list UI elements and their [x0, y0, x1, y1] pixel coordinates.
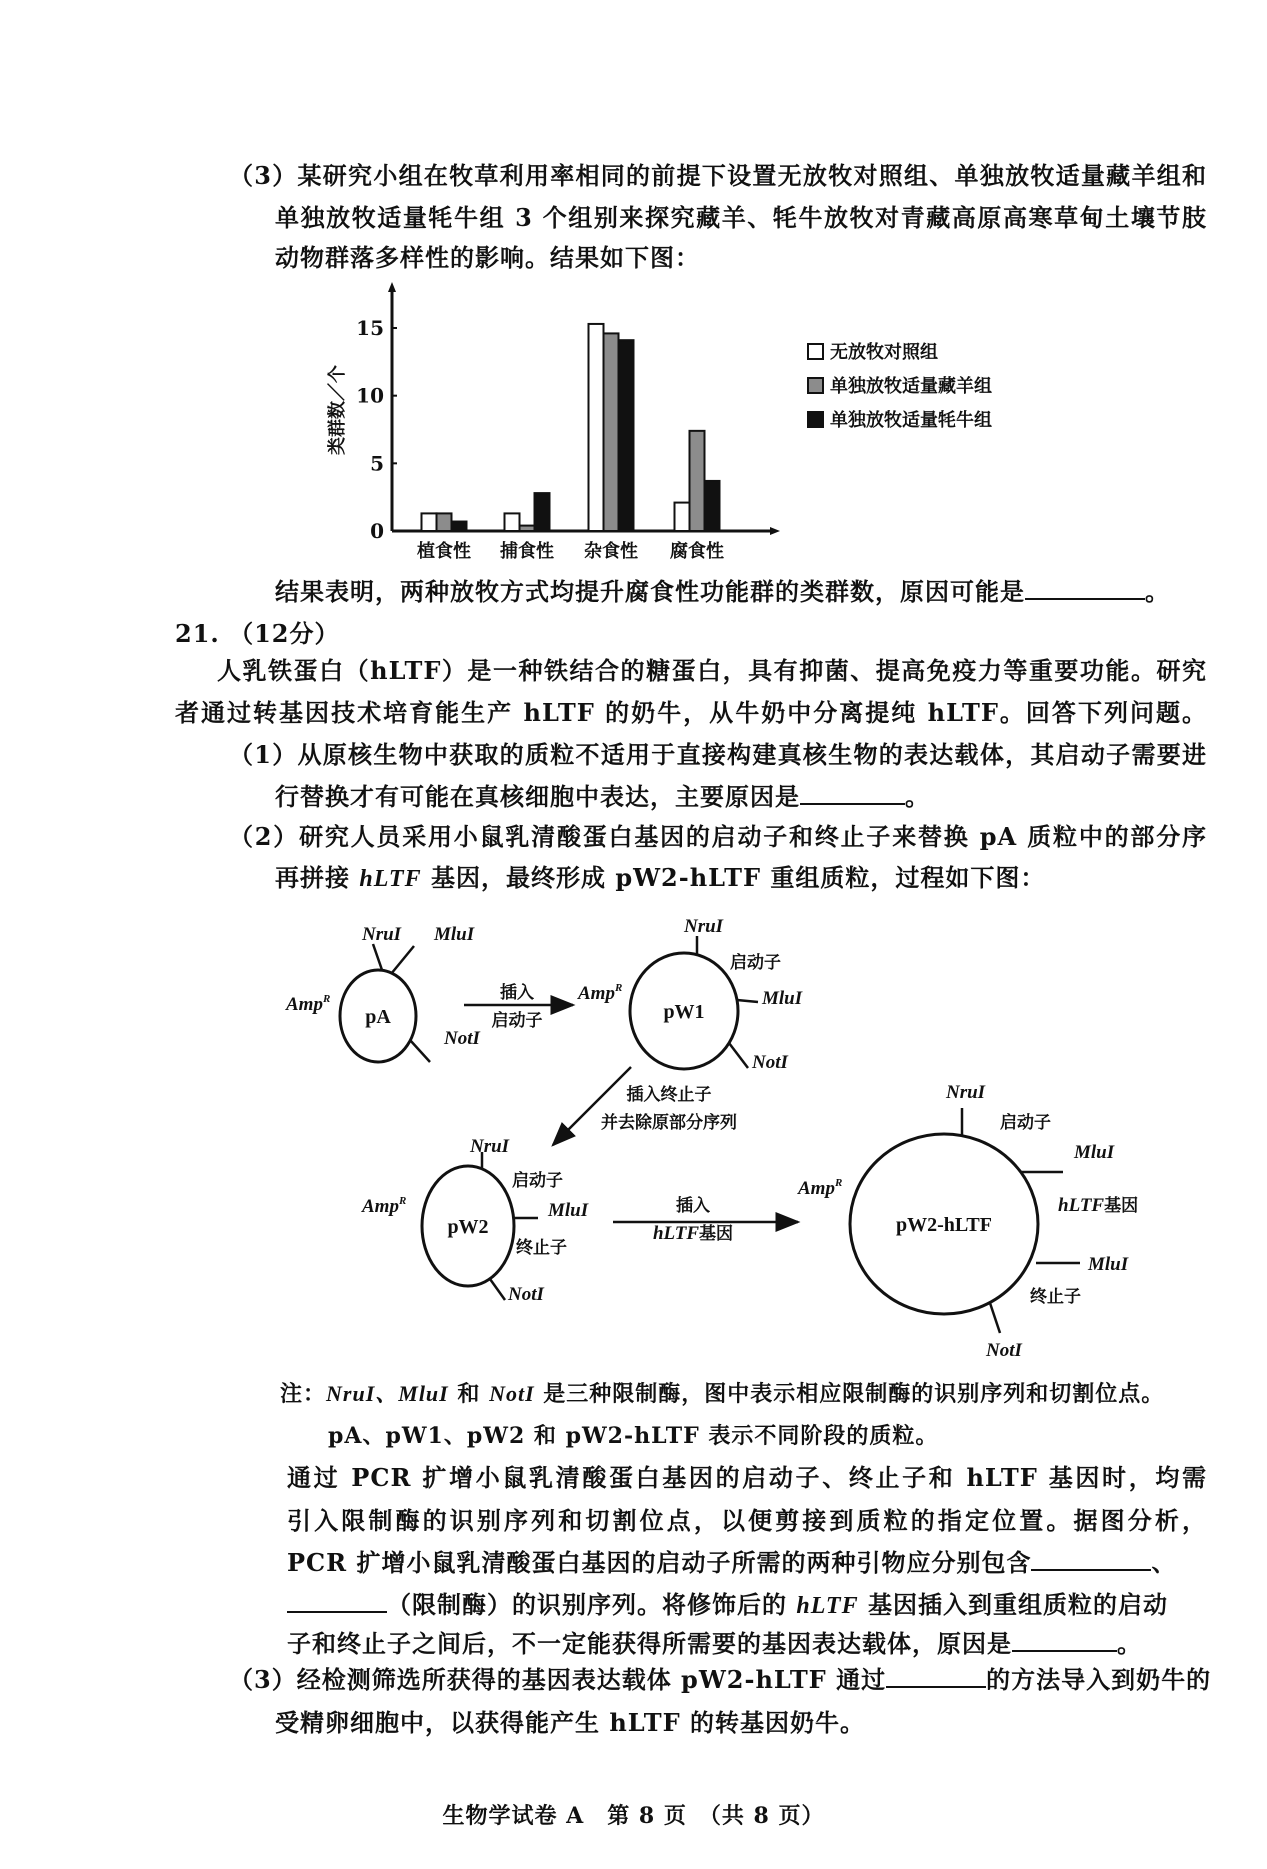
text: PCR 扩增小鼠乳清酸蛋白基因的启动子所需的两种引物应分别包含 [287, 1548, 1032, 1577]
text: 是三种限制酶，图中表示相应限制酶的识别序列和切割位点。 [534, 1381, 1165, 1407]
legend-label-2: 单独放牧适量牦牛组 [830, 410, 992, 431]
text: 和 [448, 1381, 490, 1407]
site-noti: NotI [752, 1052, 788, 1073]
ampr-label [797, 1177, 842, 1199]
arrow2-bottom: 并去除原部分序列 [601, 1113, 737, 1133]
amp-sup: R [398, 1195, 407, 1207]
legend-label-0: 无放牧对照组 [830, 342, 938, 363]
text: 再拼接 [275, 863, 360, 892]
y-tick-label: 0 [370, 519, 384, 543]
q21-1-line1: （1）从原核生物中获取的质粒不适用于直接构建真核生物的表达载体，其启动子需要进 [229, 740, 1207, 769]
site-mlui: MluI [434, 924, 475, 945]
amp: Amp [362, 1196, 399, 1217]
amp: Amp [286, 994, 323, 1015]
ampr-label [285, 993, 330, 1015]
amp: Amp [798, 1178, 835, 1199]
pW2-label: pW2 [447, 1216, 489, 1238]
answer-blank[interactable] [1031, 1549, 1151, 1571]
x-tick-label: 杂食性 [584, 541, 638, 562]
q21-intro-1: 人乳铁蛋白（hLTF）是一种铁结合的糖蛋白，具有抑菌、提高免疫力等重要功能。研究 [217, 656, 1207, 685]
gene: hLTF [1058, 1195, 1105, 1216]
site-nrui: NruI [362, 924, 402, 945]
site-noti: NotI [508, 1284, 544, 1305]
ampr-label [361, 1195, 406, 1217]
x-tick-label: 植食性 [417, 541, 471, 562]
y-tick-label: 15 [356, 316, 384, 340]
q21-3-line2: 受精卵细胞中，以获得能产生 hLTF 的转基因奶牛。 [275, 1708, 865, 1737]
site-noti: NotI [444, 1028, 480, 1049]
q21-3-line1 [229, 1665, 1211, 1695]
enzyme-name: NotI [489, 1381, 535, 1406]
answer-blank[interactable] [886, 1666, 986, 1688]
note-line-2: pA、pW1、pW2 和 pW2-hLTF 表示不同阶段的质粒。 [328, 1423, 939, 1449]
pW1-label: pW1 [663, 1001, 705, 1023]
x-tick-label: 腐食性 [670, 541, 724, 562]
text: 。 [1117, 1629, 1142, 1658]
arrow3-top: 插入 [676, 1196, 710, 1216]
text: 子和终止子之间后，不一定能获得所需要的基因表达载体，原因是 [287, 1629, 1012, 1658]
text: （3）经检测筛选所获得的基因表达载体 pW2-hLTF 通过 [229, 1665, 887, 1694]
q20-3-line3: 动物群落多样性的影响。结果如下图： [275, 243, 700, 272]
amp-sup: R [614, 982, 623, 994]
pcr-line-2: 引入限制酶的识别序列和切割位点，以便剪接到质粒的指定位置。据图分析， [287, 1506, 1207, 1535]
y-tick-label: 10 [356, 383, 384, 408]
note-line-1 [280, 1379, 1164, 1409]
amp-sup: R [322, 993, 331, 1005]
terminator-label: 终止子 [516, 1238, 567, 1258]
q21-header: 21. （12分） [175, 619, 340, 648]
text: 基因，最终形成 pW2-hLTF 重组质粒，过程如下图： [421, 863, 1046, 892]
enzyme-names: NruI、MluI [326, 1381, 449, 1406]
site-noti: NotI [986, 1340, 1022, 1361]
site-nrui: NruI [684, 916, 724, 937]
site-mlui: MluI [548, 1200, 589, 1221]
q21-intro-2: 者通过转基因技术培育能生产 hLTF 的奶牛，从牛奶中分离提纯 hLTF。回答下列问题。 [175, 698, 1207, 727]
text: 基因 [1104, 1196, 1139, 1216]
site-mlui-2: MluI [1088, 1254, 1129, 1275]
arrow3-bottom [653, 1223, 733, 1244]
gene-label [1058, 1195, 1138, 1216]
gene-name: hLTF [796, 1593, 859, 1619]
arrow-insert-terminator [553, 1067, 631, 1145]
terminator-label: 终止子 [1030, 1287, 1081, 1307]
q21-2-line1: （2）研究人员采用小鼠乳清酸蛋白基因的启动子和终止子来替换 pA 质粒中的部分序 [229, 822, 1207, 851]
site-nrui: NruI [470, 1136, 510, 1157]
text: 注： [280, 1381, 327, 1407]
pcr-line-5 [287, 1629, 1142, 1659]
text: 基因 [699, 1224, 734, 1244]
legend-label-1: 单独放牧适量藏羊组 [830, 376, 992, 397]
y-tick-label: 5 [370, 451, 384, 476]
gene-name: hLTF [359, 866, 422, 892]
text: （限制酶）的识别序列。将修饰后的 [387, 1590, 797, 1619]
pW2-hLTF-label: pW2-hLTF [896, 1214, 992, 1236]
arrow1-bottom: 启动子 [491, 1011, 543, 1031]
q20-3-line1: （3）某研究小组在牧草利用率相同的前提下设置无放牧对照组、单独放牧适量藏羊组和 [229, 161, 1207, 190]
gene: hLTF [652, 1223, 700, 1244]
pcr-line-3 [287, 1548, 1176, 1578]
x-tick-label: 捕食性 [500, 541, 554, 562]
site-mlui: MluI [762, 988, 803, 1009]
q20-3-line2: 单独放牧适量牦牛组 3 个组别来探究藏羊、牦牛放牧对青藏高原高寒草甸土壤节肢 [275, 203, 1207, 232]
promoter-label: 启动子 [512, 1171, 563, 1191]
answer-blank[interactable] [1012, 1630, 1117, 1652]
answer-blank[interactable] [287, 1591, 387, 1613]
result-end: 。 [1145, 577, 1170, 606]
y-axis-label: 类群数／个 [327, 365, 348, 455]
q21-1-end: 。 [905, 782, 930, 811]
site-mlui-1: MluI [1074, 1142, 1115, 1163]
amp: Amp [578, 983, 615, 1004]
pcr-line-1: 通过 PCR 扩增小鼠乳清酸蛋白基因的启动子、终止子和 hLTF 基因时，均需 [287, 1463, 1207, 1492]
text: 的方法导入到奶牛的 [986, 1665, 1212, 1694]
amp-sup: R [834, 1177, 843, 1189]
text: 、 [1151, 1548, 1177, 1577]
q21-1-text: 行替换才有可能在真核细胞中表达，主要原因是 [275, 782, 800, 811]
arrow1-top: 插入 [500, 983, 534, 1003]
pcr-line-4 [287, 1590, 1168, 1621]
ampr-label [577, 982, 622, 1004]
promoter-label: 启动子 [730, 953, 781, 973]
pA-label: pA [365, 1006, 391, 1028]
arrow2-top: 插入终止子 [626, 1085, 712, 1105]
result-text: 结果表明，两种放牧方式均提升腐食性功能群的类群数，原因可能是 [275, 577, 1025, 606]
site-nrui: NruI [946, 1082, 986, 1103]
page-footer: 生物学试卷 A 第 8 页 （共 8 页） [442, 1803, 825, 1829]
text: 基因插入到重组质粒的启动 [858, 1590, 1168, 1619]
promoter-label: 启动子 [1000, 1113, 1051, 1133]
